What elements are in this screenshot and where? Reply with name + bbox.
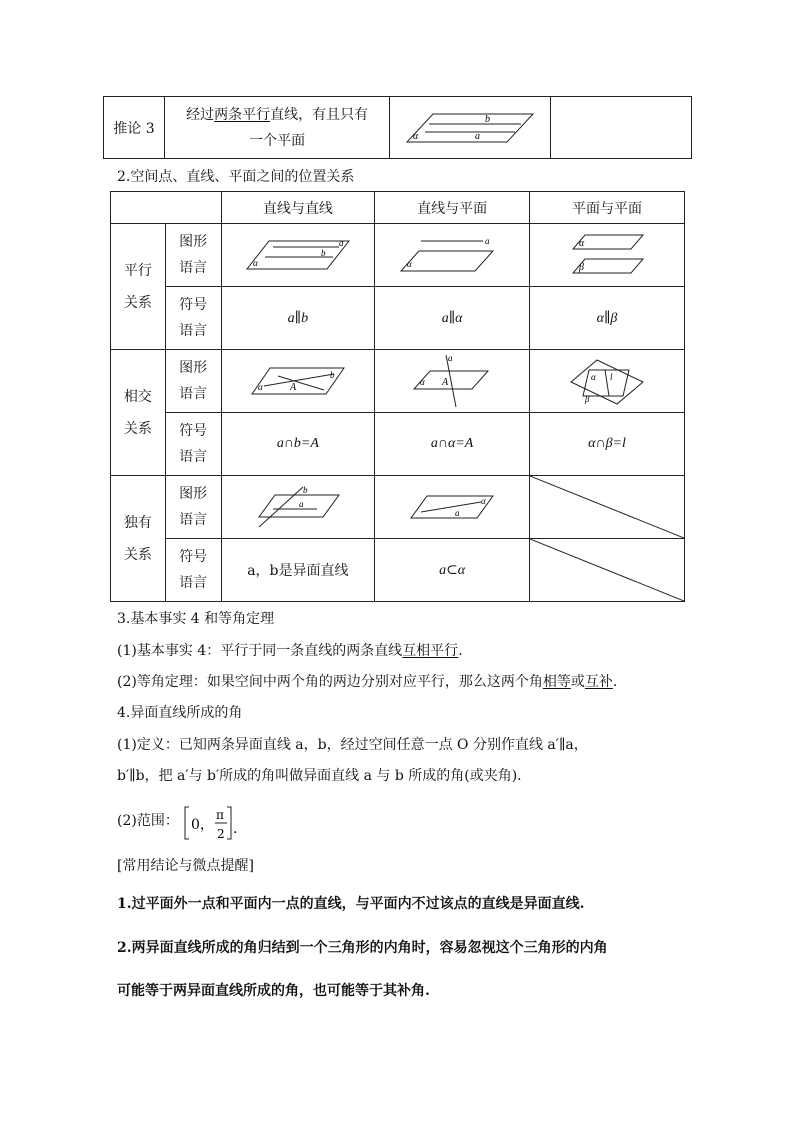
- sym-parallel-1: a∥α: [375, 287, 530, 350]
- svg-text:b: b: [302, 485, 308, 495]
- fact4-line: (1)基本事实 4：平行于同一条直线的两条直线互相平行.: [117, 643, 463, 659]
- parallel-lines-plane-figure: [405, 110, 535, 146]
- svg-text:a: a: [298, 499, 304, 509]
- tip-2: 2.两异面直线所成的角归结到一个三角形的内角时，容易忽视这个三角形的内角: [117, 940, 608, 956]
- fig-intersect-plane-plane: [530, 350, 685, 413]
- header-line-plane: 直线与平面: [375, 192, 530, 224]
- parallel-lines-figure: [243, 237, 353, 273]
- tip-2-cont: 可能等于两异面直线所成的角，也可能等于其补角.: [117, 983, 430, 999]
- svg-text:b: b: [320, 248, 326, 258]
- corner-cell: [111, 192, 222, 224]
- interval-brackets: [183, 803, 243, 843]
- range-line: (2)范围：: [117, 813, 179, 829]
- svg-text:β: β: [579, 262, 584, 273]
- sym-label: 符号 语言: [165, 287, 221, 350]
- relation-table: [110, 191, 685, 602]
- svg-text:b: b: [329, 370, 335, 380]
- fig-label: 图形 语言: [165, 350, 221, 413]
- svg-text:a: a: [485, 236, 490, 246]
- skew-lines-figure: [253, 485, 343, 529]
- svg-text:α: α: [252, 258, 258, 268]
- section2-title: 2.空间点、直线、平面之间的位置关系: [117, 169, 355, 185]
- fact4-underlined: 互相平行: [402, 643, 459, 659]
- header-line-line: 直线与直线: [221, 192, 375, 224]
- tip-1: 1.过平面外一点和平面内一点的直线，与平面内不过该点的直线是异面直线.: [117, 896, 585, 912]
- svg-text:a: a: [338, 238, 344, 248]
- fig-parallel-plane-plane: [530, 224, 685, 287]
- svg-text:a: a: [455, 508, 460, 518]
- sym-intersect-0: a∩b=A: [221, 413, 375, 476]
- sym-skew-0: a，b是异面直线: [221, 539, 375, 602]
- header-plane-plane: 平面与平面: [530, 192, 685, 224]
- tips-title: [常用结论与微点提醒]: [117, 858, 254, 874]
- svg-text:a: a: [475, 130, 481, 142]
- corollary-text-underlined: 两条平行: [214, 106, 271, 123]
- svg-text:β: β: [585, 394, 590, 404]
- svg-text:α: α: [413, 130, 419, 142]
- svg-text:α: α: [481, 496, 486, 506]
- svg-text:l: l: [610, 372, 613, 382]
- corollary-text-post: 直线，有且只有: [270, 106, 369, 123]
- fig-intersect-line-plane: [375, 350, 530, 413]
- intersecting-planes-figure: [567, 356, 647, 406]
- svg-text:α: α: [257, 382, 263, 392]
- fig-intersect-line-line: [221, 350, 375, 413]
- svg-text:α: α: [407, 259, 412, 269]
- corollary-text: [164, 97, 390, 159]
- fig-label: 图形 语言: [165, 476, 221, 539]
- sym-skew-1: a⊂α: [375, 539, 530, 602]
- svg-text:α: α: [579, 238, 585, 249]
- diagonal-line: [530, 539, 684, 601]
- intersecting-lines-figure: [248, 366, 348, 396]
- fig-skew-line-line: [221, 476, 375, 539]
- sym-parallel-2: α∥β: [530, 287, 685, 350]
- group-intersect: 相交 关系: [111, 350, 166, 476]
- range-interval: [183, 803, 243, 843]
- fig-label: 图形 语言: [165, 224, 221, 287]
- corollary-label: 推论 3: [104, 97, 165, 159]
- group-parallel-l1: 平行: [123, 262, 152, 279]
- svg-text:b: b: [485, 113, 491, 125]
- svg-text:2: 2: [217, 827, 225, 841]
- group-parallel: [111, 224, 166, 350]
- svg-text:α: α: [420, 377, 425, 387]
- corollary-text-line2: 一个平面: [249, 132, 306, 149]
- definition-line2: b′∥b，把 a′与 b′所成的角叫做异面直线 a 与 b 所成的角(或夹角).: [117, 768, 522, 784]
- corollary-table: [103, 96, 692, 159]
- parallel-planes-figure: [567, 233, 647, 277]
- empty-diagonal-cell-2: [530, 539, 685, 602]
- svg-text:π: π: [216, 808, 224, 822]
- corollary-empty-cell: [551, 97, 692, 159]
- fig-parallel-line-line: [221, 224, 375, 287]
- corollary-text-pre: 经过: [186, 106, 215, 123]
- section4-title: 4.异面直线所成的角: [117, 705, 243, 721]
- group-parallel-l2: 关系: [123, 294, 152, 311]
- group-skew: 独有 关系: [111, 476, 166, 602]
- line-parallel-plane-figure: [397, 235, 507, 275]
- svg-text:A: A: [442, 377, 449, 388]
- svg-text:.: .: [233, 821, 238, 837]
- sym-parallel-0: a∥b: [221, 287, 375, 350]
- equal-angle-line: (2)等角定理：如果空间中两个角的两边分别对应平行，那么这两个角相等或互补.: [117, 674, 618, 690]
- svg-text:a: a: [448, 353, 453, 363]
- sym-label: 符号 语言: [165, 539, 221, 602]
- diagonal-line: [530, 476, 684, 538]
- empty-diagonal-cell: [530, 476, 685, 539]
- sym-intersect-2: α∩β=l: [530, 413, 685, 476]
- sym-intersect-1: a∩α=A: [375, 413, 530, 476]
- sym-label: 符号 语言: [165, 413, 221, 476]
- fig-skew-line-plane: [375, 476, 530, 539]
- definition-line1: (1)定义：已知两条异面直线 a，b，经过空间任意一点 O 分别作直线 a′∥a，: [117, 737, 588, 753]
- line-pierces-plane-figure: [412, 353, 492, 409]
- fig-parallel-line-plane: [375, 224, 530, 287]
- svg-text:A: A: [289, 382, 296, 393]
- svg-text:0，: 0，: [191, 817, 214, 833]
- section3-title: 3.基本事实 4 和等角定理: [117, 611, 275, 627]
- svg-text:α: α: [591, 372, 596, 382]
- corollary-figure-cell: [390, 97, 551, 159]
- line-in-plane-figure: [407, 492, 497, 522]
